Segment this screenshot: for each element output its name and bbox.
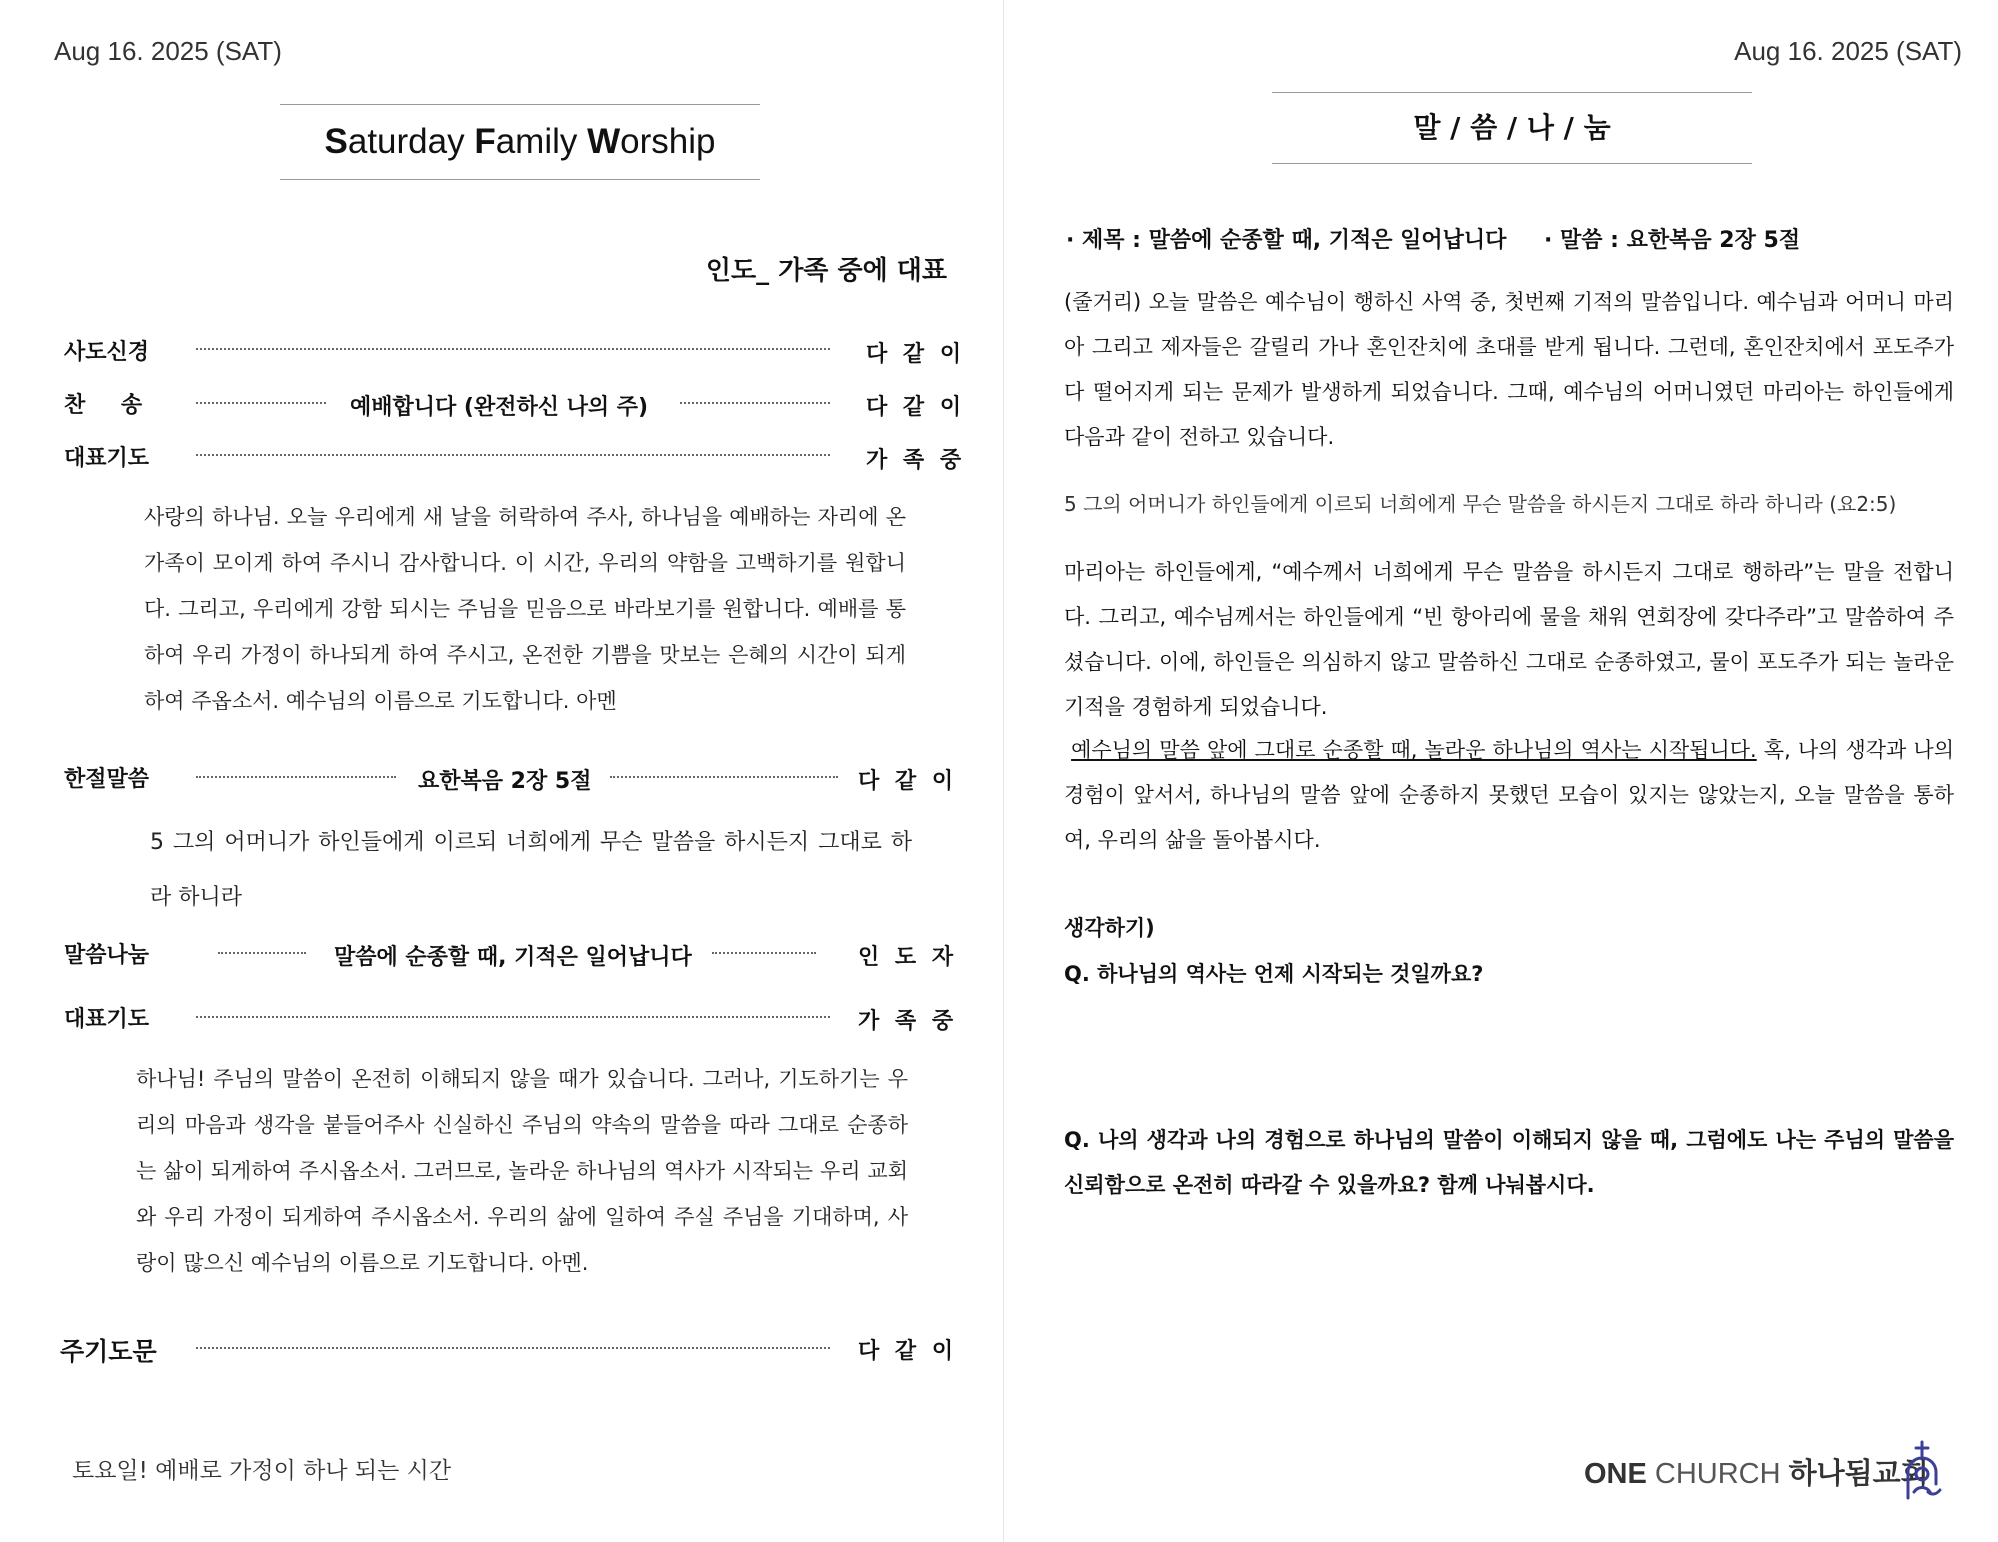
application-paragraph: 예수님의 말씀 앞에 그대로 순종할 때, 놀라운 하나님의 역사는 시작됩니다. 혹, 나의 생각과 나의 경험이 앞서서, 하나님의 말씀 앞에 순종하지 못했던 모습이 있지는 않았는지, 오늘 말씀을 통하여, 우리의 삶을 돌아봅시다. bbox=[1064, 738, 1954, 852]
think-heading: 생각하기) bbox=[1064, 916, 1155, 940]
order-label: 찬 송 bbox=[64, 393, 145, 418]
order-label: 대표기도 bbox=[64, 1007, 150, 1032]
church-cross-icon bbox=[1900, 1440, 1948, 1504]
order-label: 말씀나눔 bbox=[64, 943, 150, 968]
order-label: 사도신경 bbox=[64, 340, 150, 365]
date-right: Aug 16. 2025 (SAT) bbox=[1734, 36, 1962, 66]
body-paragraph: 마리아는 하인들에게, “예수께서 너희에게 무슨 말씀을 하시든지 그대로 행하라”는 말을 전합니다. 그리고, 예수님께서는 하인들에게 “빈 항아리에 물을 채워 연회장에 갖다주라”고 말씀하여 주셨습니다. 이에, 하인들은 의심하지 않고 말씀하신 그대로 순종하였고, 물이 포도주가 되는 놀라운 기적을 경험하게 되었습니다. bbox=[1064, 560, 1954, 719]
order-label: 주기도문 bbox=[60, 1337, 157, 1366]
order-responsible: 인 도 자 bbox=[858, 945, 958, 970]
sermon-title: 말씀에 순종할 때, 기적은 일어납니다 bbox=[334, 945, 692, 970]
order-responsible: 다 같 이 bbox=[866, 395, 966, 420]
leader-dots bbox=[218, 952, 306, 954]
key-verse: 5 그의 어머니가 하인들에게 이르되 너희에게 무슨 말씀을 하시든지 그대로 하라 하니라 (요2:5) bbox=[1064, 492, 1897, 516]
leader-dots bbox=[196, 348, 830, 350]
page-divider bbox=[1003, 0, 1004, 1542]
summary-paragraph: (줄거리) 오늘 말씀은 예수님이 행하신 사역 중, 첫번째 기적의 말씀입니다. 예수님과 어머니 마리아 그리고 제자들은 갈릴리 가나 혼인잔치에 초대를 받게 됩니다. 그런데, 혼인잔치에서 포도주가 다 떨어지게 되는 문제가 발생하게 되었습니다. 그때, 예수님의 어머니였던 마리아는 하인들에게 다음과 같이 전하고 있습니다. bbox=[1064, 290, 1954, 449]
leader-dots bbox=[712, 952, 816, 954]
hymn-title: 예배합니다 (완전하신 나의 주) bbox=[350, 395, 649, 420]
order-responsible: 가 족 중 bbox=[858, 1009, 958, 1034]
verse-reference: 요한복음 2장 5절 bbox=[418, 769, 592, 794]
order-label: 대표기도 bbox=[64, 446, 150, 471]
opening-prayer: 사랑의 하나님. 오늘 우리에게 새 날을 허락하여 주사, 하나님을 예배하는 자리에 온 가족이 모이게 하여 주시니 감사합니다. 이 시간, 우리의 약함을 고백하기를 원합니다. 그리고, 우리에게 강함 되시는 주님을 믿음으로 바라보기를 원합니다. 예배를 통하여 우리 가정이 하나되게 하여 주시고, 온전한 기쁨을 맛보는 은혜의 시간이 되게하여 주옵소서. 예수님의 이름으로 기도합니다. 아멘 bbox=[144, 505, 906, 713]
sermon-subject: · 제목 : 말씀에 순종할 때, 기적은 일어납니다 bbox=[1066, 228, 1507, 253]
leader-dots bbox=[680, 402, 830, 404]
closing-prayer: 하나님! 주님의 말씀이 온전히 이해되지 않을 때가 있습니다. 그러나, 기도하기는 우리의 마음과 생각을 붙들어주사 신실하신 주님의 약속의 말씀을 따라 그대로 순종하는 삶이 되게하여 주시옵소서. 그러므로, 놀라운 하나님의 역사가 시작되는 우리 교회와 우리 가정이 되게하여 주시옵소서. 우리의 삶에 일하여 주실 주님을 기대하며, 사랑이 많으신 예수님의 이름으로 기도합니다. 아멘. bbox=[136, 1067, 908, 1275]
sermon-passage: · 말씀 : 요한복음 2장 5절 bbox=[1544, 228, 1801, 253]
order-label: 한절말씀 bbox=[64, 767, 150, 792]
leader-dots bbox=[610, 776, 838, 778]
sharing-title: 말 / 씀 / 나 / 눔 bbox=[1272, 92, 1752, 164]
leader-dots bbox=[196, 1347, 830, 1349]
leader-note: 인도_ 가족 중에 대표 bbox=[705, 256, 947, 286]
leader-dots bbox=[196, 776, 396, 778]
order-responsible: 다 같 이 bbox=[858, 769, 958, 794]
key-sentence: 예수님의 말씀 앞에 그대로 순종할 때, 놀라운 하나님의 역사는 시작됩니다. bbox=[1071, 738, 1757, 762]
order-responsible: 다 같 이 bbox=[866, 342, 966, 367]
church-logo: ONE CHURCH 하나됨교회 bbox=[1584, 1458, 1929, 1490]
question-2: Q. 나의 생각과 나의 경험으로 하나님의 말씀이 이해되지 않을 때, 그럼에도 나는 주님의 말씀을 신뢰함으로 온전히 따라갈 수 있을까요? 함께 나눠봅시다. bbox=[1064, 1128, 1954, 1197]
worship-title: Saturday Family Worship bbox=[280, 104, 760, 180]
leader-dots bbox=[196, 402, 326, 404]
verse-text: 5 그의 어머니가 하인들에게 이르되 너희에게 무슨 말씀을 하시든지 그대로 하라 하니라 bbox=[150, 830, 912, 910]
leader-dots bbox=[196, 1016, 830, 1018]
footer-slogan: 토요일! 예배로 가정이 하나 되는 시간 bbox=[72, 1458, 452, 1484]
order-responsible: 가 족 중 bbox=[866, 448, 966, 473]
question-1: Q. 하나님의 역사는 언제 시작되는 것일까요? bbox=[1064, 962, 1484, 986]
leader-dots bbox=[196, 454, 830, 456]
date-left: Aug 16. 2025 (SAT) bbox=[54, 36, 282, 66]
order-responsible: 다 같 이 bbox=[858, 1339, 958, 1364]
